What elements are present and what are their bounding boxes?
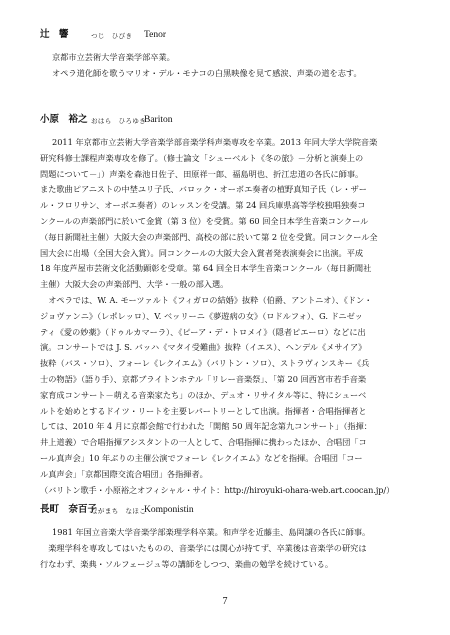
body-text-line: ル・フロリサン、オーボエ奏者）のレッスンを受講。第 24 回兵庫県高等学校独唱独奏コ [40,200,366,211]
profile-header [0,28,450,42]
body-text-line: 京都市立芸術大学音楽学部卒業。 [52,52,175,62]
body-text-line: 18 年度芦屋市芸術文化活動顕彰を受章。第 64 回全日本学生音楽コンクール（毎日新聞社 [40,263,372,274]
body-text-line: 1981 年国立音楽大学音楽学部楽理学科卒業。和声学を近藤圭、島岡譲の各氏に師事。 [52,527,371,537]
body-text-line: 演。コンサートでは J. S. バッハ《マタイ受難曲》抜粋（イエス）、ヘンデル《メサイア》 [40,342,367,353]
body-text-line: 楽理学科を専攻してはいたものの、音楽学には関心が持てず、卒業後は音楽学の研究は [40,542,367,553]
body-text-line: ール真声会」10 年ぶりの主催公演でフォーレ《レクイエム》などを指揮。合唱団「コー [40,453,363,463]
profile-role: Komponistin [144,505,194,515]
profile-name: 長町 奈百子 [40,504,98,515]
profile-header [0,503,450,517]
page-number: 7 [222,596,228,607]
body-text-line: （毎日新聞社主催）大阪大会の声楽部門、高校の部に於いて第 2 位を受賞。同コンクール全 [40,231,378,242]
profile-role: Tenor [144,30,167,40]
body-text-line: 主催）大阪大会の声楽部門、大学・一般の部入選。 [40,279,229,290]
body-text-line: ルトを始めとするドイツ・リートを主要レパートリーとして出演。指揮者・合唱指揮者と [40,405,367,416]
body-text-line: オペラ道化師を歌うマリオ・デル・モナコの白黒映像を見て感涙、声楽の道を志す。 [52,67,362,78]
profile-kana: ながまち なほこ [91,507,147,515]
body-text-line: 家育成コンサート－萌える音楽家たち」のほか、デュオ・リサイタル等に、特にシューベ [40,389,367,400]
body-text-line: ティ《愛の妙薬》（ドゥルカマーラ）、《ピーア・デ・トロメイ》（隠者ピエーロ）などに出 [40,326,366,337]
body-text-line: 2011 年京都市立芸術大学音楽学部音楽学科声楽専攻を卒業。2013 年同大学大学院音楽 [52,137,378,147]
body-text-line: 行なわず、楽典・ソルフェージュ等の講師をしつつ、楽曲の勉学を続けている。 [40,558,334,569]
body-text-line: オペラでは、W. A. モーツァルト《フィガロの結婚》抜粋（伯爵、アントニオ）、《ドン・ [40,295,373,305]
profile-name: 辻 響 [40,29,69,40]
body-text-line: 国大会に出場（全国大会入賞）。同コンクールの大阪大会入賞者発表演奏会に出演。平成 [40,247,364,258]
profile-role: Bariton [144,115,173,125]
body-text-line: 士の物語》（語り手）、京都ブライトンホテル「リレー音楽祭」、「第 20 回西宮市若手音楽 [40,374,367,384]
body-text-line: 研究科修士課程声楽専攻を修了。（修士論文「シューベルト《冬の旅》－分析と演奏上の [40,152,364,163]
body-text-line: ル真声会」「京都国際交流合唱団」各指揮者。 [40,468,208,479]
body-text-line: ンクールの声楽部門に於いて金賞（第 3 位）を受賞。第 60 回全日本学生音楽コンクール [40,216,369,226]
body-text-line: しては、2010 年 4 月に京都会館で行われた「開館 50 周年記念第九コンサート」（指揮： [40,421,372,432]
profile-header [0,113,450,127]
profile-kana: おはら ひろゆき [91,117,147,125]
body-text-line: 問題について－」）声楽を森池日佐子、田原祥一郎、福島明也、折江忠道の各氏に師事。 [40,168,364,179]
profile-name: 小原 裕之 [40,114,88,125]
profile-kana: つじ ひびき [91,32,133,40]
body-text-line: ジョヴァンニ》（レポレッロ）、V. ベッリーニ《夢遊病の女》（ロドルフォ）、G. ドニゼッ [40,310,363,321]
body-text-line: （バリトン歌手・小原裕之オフィシャル・サイト：http://hiroyuki-ohara-web.art.coocan.jp/） [40,484,395,495]
body-text-line: また歌曲ピアニストの中埜ユリ子氏、バロック・オーボエ奏者の植野真知子氏（レ・ザー [40,184,367,195]
body-text-line: 抜粋（バス・ソロ）、フォーレ《レクイエム》（バリトン・ソロ）、ストラヴィンスキー《兵 [40,358,370,369]
body-text-line: 井上道義）で合唱指揮アシスタントの一人として、合唱指揮に携わったほか、合唱団「コ [40,437,367,448]
